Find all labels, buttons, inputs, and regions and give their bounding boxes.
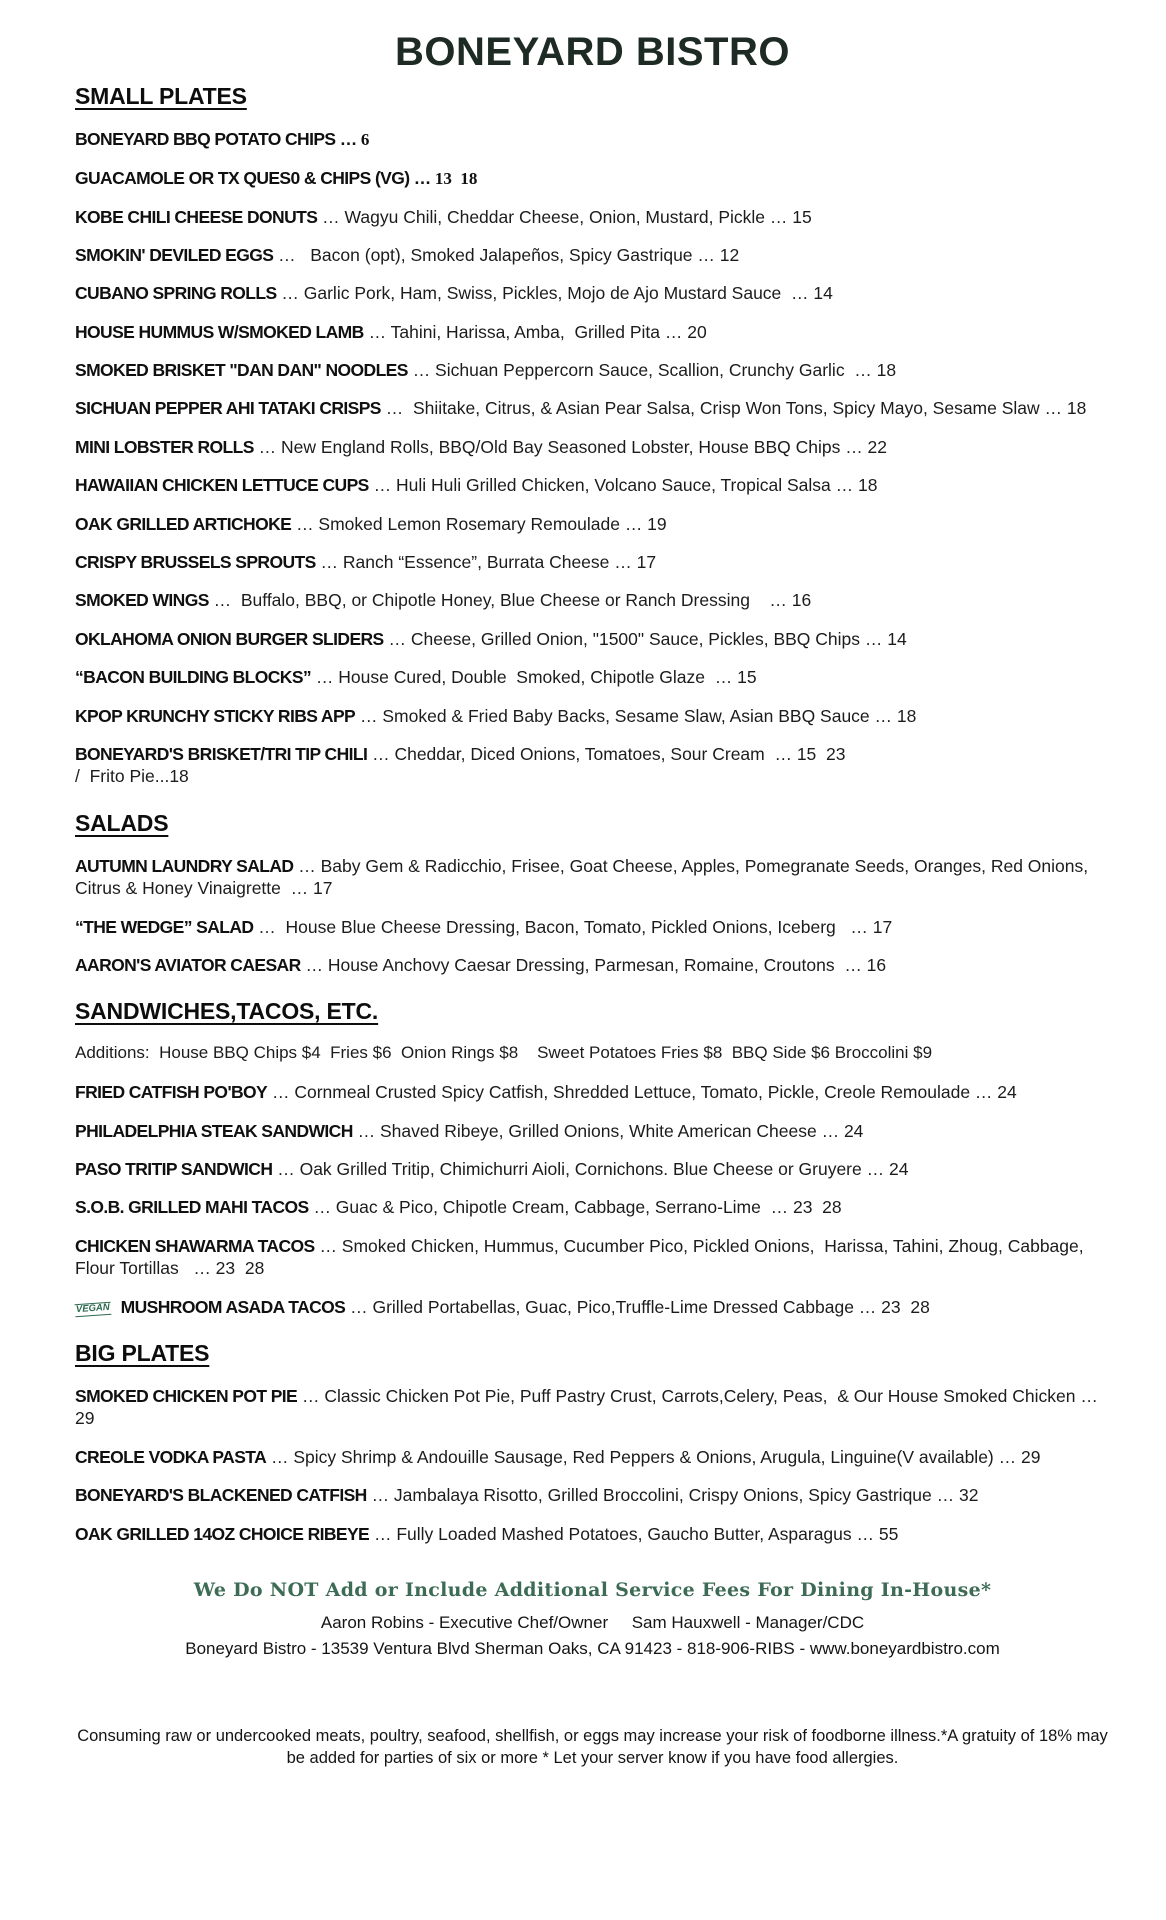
- item-description: … Grilled Portabellas, Guac, Pico,Truffle-Lime Dressed Cabbage … 23 28: [345, 1296, 930, 1317]
- disclaimer-text: Consuming raw or undercooked meats, poultry, seafood, shellfish, or eggs may increase your risk of foodborne illness.*A gratuity of 18% may be added for parties of six or more * Let your server know if you have food allergies.: [77, 1727, 1108, 1768]
- item-name: GUACAMOLE OR TX QUES0 & CHIPS (VG) …: [75, 167, 435, 188]
- item-name: KOBE CHILI CHEESE DONUTS: [75, 206, 318, 227]
- item-description: … Cheese, Grilled Onion, "1500" Sauce, Pickles, BBQ Chips … 14: [383, 628, 907, 649]
- item-name: CRISPY BRUSSELS SPROUTS: [75, 552, 316, 573]
- item-name: FRIED CATFISH PO'BOY: [75, 1082, 268, 1103]
- item-name: SICHUAN PEPPER AHI TATAKI CRISPS: [75, 398, 381, 419]
- service-fee-note: We Do NOT Add or Include Additional Service Fees For Dining In-House*: [193, 1579, 992, 1601]
- menu-item: [75, 1484, 1110, 1506]
- item-name: AUTUMN LAUNDRY SALAD: [75, 855, 294, 876]
- item-name: SMOKED CHICKEN POT PIE: [75, 1386, 298, 1407]
- item-description: … Smoked Lemon Rosemary Remoulade … 19: [291, 513, 667, 534]
- menu-item: [75, 589, 1110, 611]
- item-description: … Cornmeal Crusted Spicy Catfish, Shredded Lettuce, Tomato, Pickle, Creole Remoulade … 24: [267, 1082, 1017, 1103]
- item-name: “THE WEDGE” SALAD: [75, 916, 254, 937]
- menu-item: [75, 628, 1110, 650]
- page-title: BONEYARD BISTRO: [395, 30, 790, 74]
- item-name: “BACON BUILDING BLOCKS”: [75, 667, 312, 688]
- menu-item: [75, 1235, 1110, 1280]
- item-description: … Ranch “Essence”, Burrata Cheese … 17: [315, 552, 657, 573]
- menu-item: [75, 244, 1110, 266]
- item-description: … Oak Grilled Tritip, Chimichurri Aioli, Cornichons. Blue Cheese or Gruyere … 24: [272, 1159, 909, 1180]
- address-line: Boneyard Bistro - 13539 Ventura Blvd Sherman Oaks, CA 91423 - 818-906-RIBS - www.boneyardbistro.com: [185, 1639, 1000, 1658]
- item-description-line2: / Frito Pie...18: [75, 766, 189, 787]
- section-header: SANDWICHES,TACOS, ETC.: [75, 998, 379, 1025]
- menu-item: [75, 1385, 1110, 1430]
- item-name: BONEYARD'S BRISKET/TRI TIP CHILI: [75, 743, 368, 764]
- item-name: AARON'S AVIATOR CAESAR: [75, 954, 301, 975]
- credits-line: Aaron Robins - Executive Chef/Owner Sam Hauxwell - Manager/CDC: [320, 1613, 865, 1632]
- item-name: KPOP KRUNCHY STICKY RIBS APP: [75, 705, 356, 726]
- menu-item: [75, 128, 1110, 151]
- menu-item: [75, 1196, 1110, 1218]
- menu-item: [75, 1296, 1110, 1318]
- item-description: … Tahini, Harissa, Amba, Grilled Pita … 20: [363, 321, 707, 342]
- item-name: OAK GRILLED ARTICHOKE: [75, 513, 292, 534]
- item-description: … New England Rolls, BBQ/Old Bay Seasoned Lobster, House BBQ Chips … 22: [253, 436, 888, 457]
- menu-item: [75, 206, 1110, 228]
- item-description: … Jambalaya Risotto, Grilled Broccolini, Crispy Onions, Spicy Gastrique … 32: [366, 1485, 979, 1506]
- vegan-icon: VEGAN: [75, 1301, 111, 1315]
- menu-item: [75, 1081, 1110, 1103]
- item-description: … Bacon (opt), Smoked Jalapeños, Spicy Gastrique … 12: [273, 244, 740, 265]
- item-price: 6: [360, 130, 370, 149]
- item-name: CREOLE VODKA PASTA: [75, 1446, 267, 1467]
- menu-item: [75, 474, 1110, 496]
- section-header: BIG PLATES: [75, 1340, 210, 1367]
- item-description: … Cheddar, Diced Onions, Tomatoes, Sour Cream … 15 23: [367, 743, 846, 764]
- item-description: … Sichuan Peppercorn Sauce, Scallion, Crunchy Garlic … 18: [407, 360, 897, 381]
- menu-item: [75, 551, 1110, 573]
- item-name: HOUSE HUMMUS W/SMOKED LAMB: [75, 321, 364, 342]
- menu-item: [75, 916, 1110, 938]
- item-description: … Spicy Shrimp & Andouille Sausage, Red Peppers & Onions, Arugula, Linguine(V available) … 29: [266, 1446, 1041, 1467]
- menu-item: [75, 282, 1110, 304]
- section-header: SALADS: [75, 809, 169, 836]
- item-description: … Shiitake, Citrus, & Asian Pear Salsa, Crisp Won Tons, Spicy Mayo, Sesame Slaw … 18: [380, 398, 1087, 419]
- menu-item: [75, 705, 1110, 727]
- menu-sections: [75, 83, 1110, 1545]
- item-description: … Garlic Pork, Ham, Swiss, Pickles, Mojo de Ajo Mustard Sauce … 14: [276, 283, 833, 304]
- menu-item: [75, 1120, 1110, 1142]
- item-name: S.O.B. GRILLED MAHI TACOS: [75, 1197, 309, 1218]
- menu-item: [75, 1158, 1110, 1180]
- item-name: OAK GRILLED 14OZ CHOICE RIBEYE: [75, 1523, 370, 1544]
- item-name: MINI LOBSTER ROLLS: [75, 436, 254, 457]
- menu-item: [75, 1523, 1110, 1545]
- menu-item: [75, 1446, 1110, 1468]
- item-name: OKLAHOMA ONION BURGER SLIDERS: [75, 628, 384, 649]
- item-name: PASO TRITIP SANDWICH: [75, 1159, 273, 1180]
- menu-item: [75, 743, 1110, 788]
- menu-item: [75, 666, 1110, 688]
- menu-item: [75, 167, 1110, 190]
- section-header: SMALL PLATES: [75, 83, 247, 109]
- menu-item: [75, 359, 1110, 381]
- additions-note: Additions: House BBQ Chips $4 Fries $6 Onion Rings $8 Sweet Potatoes Fries $8 BBQ Side $6 Broccolini $9: [75, 1043, 933, 1063]
- item-name: PHILADELPHIA STEAK SANDWICH: [75, 1120, 353, 1141]
- item-name: MUSHROOM ASADA TACOS: [120, 1296, 346, 1317]
- item-name: BONEYARD'S BLACKENED CATFISH: [75, 1485, 367, 1506]
- item-description: … House Blue Cheese Dressing, Bacon, Tomato, Pickled Onions, Iceberg … 17: [253, 916, 893, 937]
- item-name: CHICKEN SHAWARMA TACOS: [75, 1235, 315, 1256]
- item-description: … Buffalo, BBQ, or Chipotle Honey, Blue Cheese or Ranch Dressing … 16: [208, 590, 812, 611]
- item-description: … Fully Loaded Mashed Potatoes, Gaucho Butter, Asparagus … 55: [369, 1523, 899, 1544]
- item-name: BONEYARD BBQ POTATO CHIPS …: [75, 129, 361, 149]
- menu-item: [75, 954, 1110, 976]
- menu-item: [75, 397, 1110, 419]
- item-description: … House Cured, Double Smoked, Chipotle Glaze … 15: [311, 667, 757, 688]
- item-name: HAWAIIAN CHICKEN LETTUCE CUPS: [75, 475, 369, 496]
- item-price: 13 18: [434, 168, 478, 188]
- item-description: … Baby Gem & Radicchio, Frisee, Goat Cheese, Apples, Pomegranate Seeds, Oranges, Red Onions, Citrus & Honey Vinaigrette … 17: [75, 855, 1093, 899]
- menu-item: [75, 513, 1110, 535]
- item-description: … Wagyu Chili, Cheddar Cheese, Onion, Mustard, Pickle … 15: [317, 206, 812, 227]
- menu-item: [75, 855, 1110, 900]
- item-description: … Huli Huli Grilled Chicken, Volcano Sauce, Tropical Salsa … 18: [368, 475, 878, 496]
- item-description: … Guac & Pico, Chipotle Cream, Cabbage, Serrano-Lime … 23 28: [308, 1197, 842, 1218]
- item-name: SMOKED BRISKET "DAN DAN" NOODLES: [75, 360, 408, 381]
- item-name: CUBANO SPRING ROLLS: [75, 283, 277, 304]
- item-description: … House Anchovy Caesar Dressing, Parmesan, Romaine, Croutons … 16: [300, 954, 887, 975]
- menu-item: [75, 436, 1110, 458]
- item-description: … Shaved Ribeye, Grilled Onions, White American Cheese … 24: [352, 1120, 864, 1141]
- item-description: … Smoked Chicken, Hummus, Cucumber Pico, Pickled Onions, Harissa, Tahini, Zhoug, Cabbage, Flour Tortillas … 23 28: [75, 1235, 1089, 1279]
- item-description: … Smoked & Fried Baby Backs, Sesame Slaw, Asian BBQ Sauce … 18: [355, 705, 917, 726]
- item-name: SMOKED WINGS: [75, 590, 209, 611]
- item-name: SMOKIN' DEVILED EGGS: [75, 244, 274, 265]
- item-description: … Classic Chicken Pot Pie, Puff Pastry Crust, Carrots,Celery, Peas, & Our House Smoked Chicken … 29: [75, 1386, 1103, 1429]
- menu-item: [75, 321, 1110, 343]
